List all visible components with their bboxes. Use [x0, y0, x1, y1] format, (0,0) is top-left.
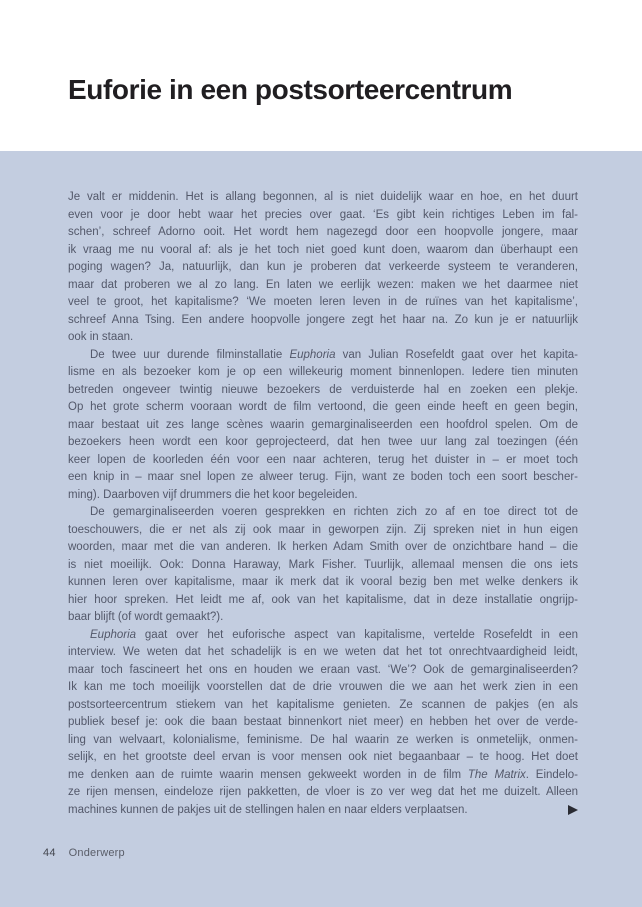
- text-line: interview. We weten dat het schadelijk is en we weten dat het tot onrechtvaardigheid leidt,: [68, 646, 578, 658]
- section-label: Onderwerp: [68, 847, 125, 859]
- page-header: [0, 0, 642, 151]
- text-line: toeschouwers, die er net als zij ook maar in geworpen zijn. Zij spreken niet in hun eigen: [68, 523, 578, 536]
- text-line: baar blijft (of wordt gemaakt?).: [68, 611, 224, 623]
- text-line: maar dat proberen we al zo lang. En laten we eerlijk wezen: maken we het daarmee niet: [68, 278, 578, 291]
- text-line: ze rijen mensen, eindeloze rijen pakketten, de vloer is zo ver weg dat het me duizelt. Alleen: [68, 786, 578, 798]
- article-panel: [0, 151, 642, 907]
- text-line: De gemarginaliseerden voeren gesprekken en richten zich zo af en toe direct tot de: [90, 506, 578, 518]
- article-body: [0, 151, 642, 819]
- text-line: ming). Daarboven vijf drummers die het koor begeleiden.: [68, 488, 358, 501]
- text-line: ik vraag me nu vooral af: als je het toch niet goed kunt doen, waarom dan überhaupt een: [68, 243, 578, 256]
- text-line: maar toch fascineert het ons en houden we eraan vast. ‘We’? Ook de gemarginaliseerden?: [68, 663, 578, 676]
- text-line: bezoekers heen wordt een koor geprojecteerd, dat hen twee uur lang zal toezingen (één: [68, 436, 578, 448]
- text-line: is niet moeilijk. Ook: Donna Haraway, Mark Fisher. Tuurlijk, allemaal mensen die ons iets: [68, 558, 578, 571]
- page-title: Euforie in een postsorteercentrum: [68, 74, 513, 105]
- text-line: De twee uur durende filminstallatie Euphoria van Julian Rosefeldt gaat over het kapita-: [90, 348, 579, 361]
- text-line: Ik kan me toch moeilijk voorstellen dat de drie vrouwen die we aan het werk zien in een: [68, 681, 578, 693]
- text-line: Op het grote scherm vooraan wordt de film vertoond, die geen einde heeft en geen begin,: [68, 401, 578, 413]
- text-line: schreef Anna Tsing. Een andere hoopvolle jongere zegt het haar na. Zo kun je er natuurlijk: [68, 313, 578, 326]
- text-line: Euphoria gaat over het euforische aspect van kapitalisme, vertelde Rosefeldt in een: [90, 628, 578, 641]
- text-line: schen’, schreef Adorno ooit. Het wordt hem nagezegd door een hoopvolle jongere, maar: [68, 226, 578, 238]
- text-line: postsorteercentrum stiekem van het kapitalisme genieten. Ze scannen de pakjes (en als: [68, 698, 578, 711]
- continue-arrow-icon: [568, 805, 578, 815]
- text-line: kunnen leren over kapitalisme, maar ik merk dat ik vooral bezig ben met welke denkers ik: [68, 576, 578, 588]
- page-number: 44: [43, 847, 56, 859]
- text-line: keer lopen de koorleden één voor een naar achteren, terug het duister in – er moet toch: [68, 453, 578, 466]
- text-line: lisme en als bezoeker kom je op een willekeurig moment binnenlopen. Iedere tien minuten: [68, 366, 578, 378]
- page-footer: [43, 846, 125, 860]
- text-line: ook in staan.: [68, 331, 134, 343]
- text-line: veel te groot, het kapitalisme? ‘We moeten leren leven in de ruïnes van het kapitalisme’,: [68, 296, 578, 308]
- text-line: maar bestaat uit zes lange scènes waarin gemarginaliseerden een hoofdrol spelen. Om de: [68, 418, 578, 431]
- text-line: selijk, en het grootste deel ervan is voor mensen ook niet begaanbaar – te hoog. Het doet: [68, 751, 578, 763]
- text-line: publiek besef je: ook die baan bestaat binnenkort niet meer) en hebben het over de verde-: [68, 716, 578, 728]
- text-line: een knip in – maar snel lopen ze alweer terug. Fijn, want ze boden toch een soort bescher-: [68, 471, 578, 483]
- text-line: even voor je door hebt waar het precies over gaat. ‘Es gibt kein richtiges Leben im fal-: [68, 208, 578, 221]
- text-line: woorden, maar met die van anderen. Ik herken Adam Smith over de onzichtbare hand – die: [68, 541, 578, 553]
- text-line: machines kunnen de pakjes uit de stellingen halen en naar elders verplaatsen.: [68, 802, 578, 820]
- text-line: ling van welvaart, kolonialisme, feminisme. De hal waarin ze werken is onmetelijk, onmen-: [68, 733, 578, 746]
- text-line: me denken aan de ruimte waarin mensen gekweekt worden in de film The Matrix. Eindelo-: [68, 768, 578, 781]
- text-line: poging wagen? Ja, natuurlijk, dan kun je proberen dat verkeerde systeem te veranderen,: [68, 261, 578, 273]
- text-line: Je valt er middenin. Het is allang begonnen, al is niet duidelijk waar en hoe, en het duurt: [68, 191, 578, 203]
- text-line: hier hoor spreken. Het leidt me af, ook van het kapitalisme, dat in deze installatie ongrijp-: [68, 593, 578, 606]
- text-line: betreden ongeveer twintig nieuwe bezoekers de verduisterde hal en zoeken een plekje.: [68, 383, 578, 396]
